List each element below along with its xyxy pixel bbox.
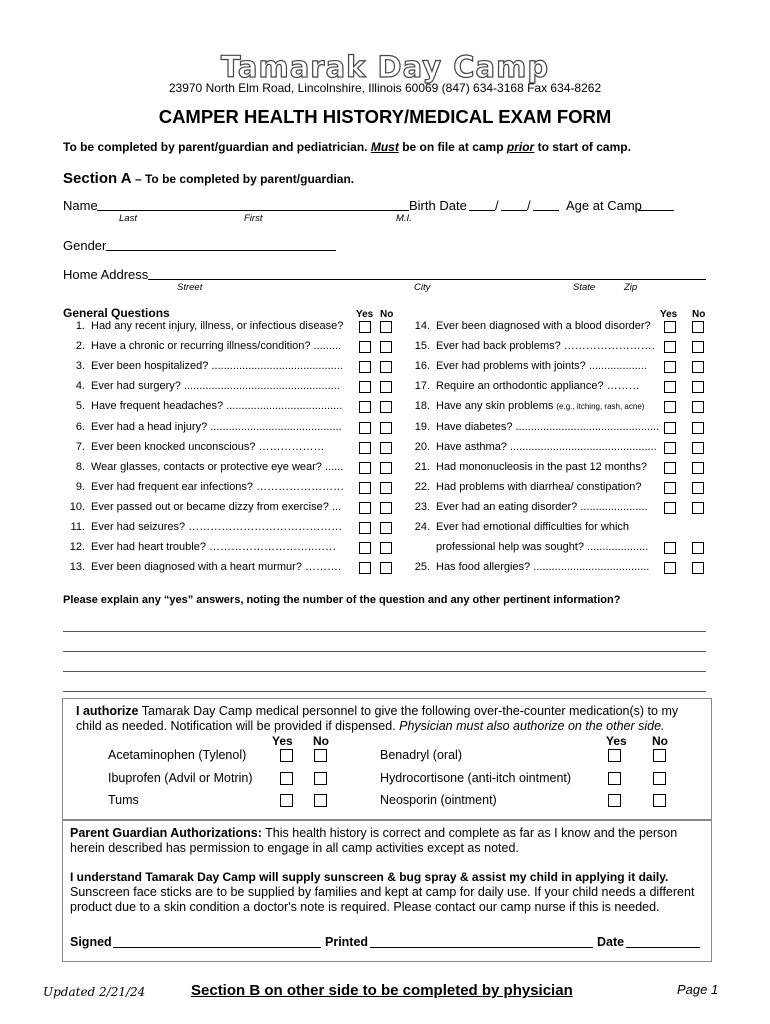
question-number: 13. — [69, 561, 85, 574]
signed-label: Signed — [70, 935, 112, 949]
sunscreen-line1: Sunscreen face sticks are to be supplied by families and kept at camp for daily use. If your child needs a different — [70, 885, 695, 899]
question-text: Ever passed out or became dizzy from exercise? ... — [91, 500, 342, 513]
question-number: 1. — [75, 320, 85, 332]
no-checkbox[interactable] — [692, 361, 704, 373]
no-checkbox[interactable] — [653, 749, 666, 762]
date-label: Date — [597, 935, 625, 949]
state-caption: State — [573, 282, 596, 293]
street-caption: Street — [177, 282, 203, 293]
question-number: 25. — [414, 561, 430, 574]
question-number: 6. — [75, 420, 85, 433]
no-checkbox[interactable] — [380, 422, 392, 434]
no-checkbox[interactable] — [314, 772, 327, 785]
question-item — [63, 360, 343, 372]
question-number: 18. — [414, 400, 430, 413]
question-number: 19. — [414, 420, 430, 433]
question-item — [63, 561, 341, 573]
question-text: Ever had surgery? ................................................... — [91, 380, 340, 393]
name-label: Name — [63, 198, 98, 213]
question-number: 7. — [75, 440, 85, 453]
yes-checkbox[interactable] — [608, 749, 621, 762]
question-item — [408, 481, 641, 493]
home-address-field[interactable] — [148, 266, 706, 280]
yes-checkbox[interactable] — [664, 442, 676, 454]
question-item — [63, 421, 342, 433]
yes-checkbox[interactable] — [280, 794, 293, 807]
question-item — [408, 541, 648, 553]
question-item — [63, 400, 342, 412]
yes-checkbox[interactable] — [664, 542, 676, 554]
question-text: Ever been diagnosed with a heart murmur? ………. — [91, 561, 342, 574]
birth-day-field[interactable] — [501, 197, 527, 211]
question-text: Have a chronic or recurring illness/condition? ......... — [91, 340, 342, 353]
no-checkbox[interactable] — [653, 772, 666, 785]
question-item — [63, 521, 342, 533]
yes-checkbox[interactable] — [608, 772, 621, 785]
medication-label: Benadryl (oral) — [380, 748, 462, 762]
left-yes-header: Yes — [356, 309, 374, 320]
no-checkbox[interactable] — [314, 794, 327, 807]
no-checkbox[interactable] — [380, 341, 392, 353]
home-address-label: Home Address — [63, 267, 149, 282]
yes-checkbox[interactable] — [280, 749, 293, 762]
question-item — [63, 481, 344, 493]
gender-field[interactable] — [106, 237, 336, 251]
explain-line[interactable] — [63, 691, 706, 692]
sunscreen-statement: I understand Tamarak Day Camp will supply sunscreen & bug spray & assist my child in applying it daily. — [70, 870, 669, 884]
question-text: Ever had frequent ear infections? …………………… — [91, 480, 345, 493]
question-text: Ever had emotional difficulties for which — [436, 521, 630, 533]
section-a-heading: Section A – To be completed by parent/guardian. — [63, 170, 355, 187]
name-first-caption: First — [244, 213, 263, 224]
question-text: Had problems with diarrhea/ constipation? — [436, 480, 642, 493]
question-text: professional help was sought? .................... — [436, 541, 649, 554]
yes-checkbox[interactable] — [359, 462, 371, 474]
no-checkbox[interactable] — [380, 442, 392, 454]
yes-checkbox[interactable] — [359, 401, 371, 413]
no-checkbox[interactable] — [692, 462, 704, 474]
age-field[interactable] — [638, 197, 674, 211]
question-item — [408, 441, 657, 453]
yes-checkbox[interactable] — [280, 772, 293, 785]
question-example: (e.g., itching, rash, acne) — [556, 402, 645, 412]
yes-checkbox[interactable] — [359, 442, 371, 454]
yes-checkbox[interactable] — [664, 462, 676, 474]
question-number: 16. — [414, 360, 430, 373]
question-number: 10. — [69, 500, 85, 513]
question-item — [63, 380, 340, 392]
no-checkbox[interactable] — [692, 341, 704, 353]
question-text: Had any recent injury, illness, or infectious disease? — [91, 320, 344, 332]
no-checkbox[interactable] — [653, 794, 666, 807]
no-checkbox[interactable] — [692, 321, 704, 333]
zip-caption: Zip — [624, 282, 638, 293]
question-item — [408, 380, 640, 392]
med-right-no-header: No — [652, 734, 668, 748]
question-text: Ever been knocked unconscious? ……………… — [91, 440, 325, 453]
question-item — [63, 320, 343, 332]
no-checkbox[interactable] — [692, 381, 704, 393]
no-checkbox[interactable] — [692, 542, 704, 554]
no-checkbox[interactable] — [380, 462, 392, 474]
yes-checkbox[interactable] — [664, 341, 676, 353]
intro-instructions: To be completed by parent/guardian and pediatrician. Must be on file at camp prior to start of camp. — [63, 140, 631, 154]
left-no-header: No — [380, 309, 394, 320]
yes-checkbox[interactable] — [359, 482, 371, 494]
no-checkbox[interactable] — [380, 542, 392, 554]
no-checkbox[interactable] — [380, 502, 392, 514]
birth-year-field[interactable] — [533, 197, 559, 211]
question-text: Ever had back problems? ……………………. — [436, 340, 655, 353]
yes-checkbox[interactable] — [664, 502, 676, 514]
question-item — [408, 340, 655, 352]
age-label: Age at Camp — [566, 198, 642, 213]
parent-auth-line2: herein described has permission to engage in all camp activities except as noted. — [70, 841, 519, 855]
question-item — [408, 501, 648, 513]
no-checkbox[interactable] — [692, 442, 704, 454]
question-text: Ever had heart trouble? ………………………..…… — [91, 541, 337, 554]
question-number: 8. — [75, 460, 85, 473]
yes-checkbox[interactable] — [359, 562, 371, 574]
question-item — [63, 461, 343, 473]
sunscreen-line2: product due to a skin condition a doctor's note is required. Please contact our camp nurse if this is needed. — [70, 900, 660, 914]
no-checkbox[interactable] — [380, 381, 392, 393]
question-text: Have asthma? ................................................ — [436, 440, 657, 453]
page-number: Page 1 — [677, 982, 719, 997]
question-number: 20. — [414, 440, 430, 453]
question-text: Ever had problems with joints? ................... — [436, 360, 647, 373]
name-last-caption: Last — [119, 213, 137, 224]
question-item — [408, 461, 647, 473]
updated-date: Updated 2/21/24 — [43, 985, 146, 999]
name-mi-caption: M.I. — [396, 213, 412, 224]
question-number: 4. — [75, 380, 85, 393]
question-text: Have any skin problems — [436, 400, 554, 413]
question-number: 14. — [414, 320, 430, 332]
no-checkbox[interactable] — [692, 562, 704, 574]
yes-checkbox[interactable] — [359, 381, 371, 393]
question-item — [408, 320, 651, 332]
question-number: 9. — [75, 480, 85, 493]
question-number: 21. — [414, 460, 430, 473]
camp-address: 23970 North Elm Road, Lincolnshire, Illinois 60069 (847) 634-3168 Fax 634-8262 — [168, 81, 602, 95]
date-field[interactable] — [626, 935, 700, 948]
question-number: 17. — [414, 380, 430, 393]
question-item — [408, 400, 644, 412]
explain-prompt: Please explain any “yes” answers, noting the number of the question and any other pertinent information? — [63, 594, 621, 606]
question-item — [408, 360, 647, 372]
question-text: Have diabetes? ............................................... — [436, 420, 660, 433]
med-right-yes-header: Yes — [606, 734, 627, 748]
yes-checkbox[interactable] — [664, 482, 676, 494]
explain-line[interactable] — [63, 671, 706, 672]
no-checkbox[interactable] — [380, 522, 392, 534]
medication-label: Tums — [108, 793, 139, 807]
page-title: CAMPER HEALTH HISTORY/MEDICAL EXAM FORM — [158, 106, 612, 127]
birth-month-field[interactable] — [469, 197, 495, 211]
no-checkbox[interactable] — [380, 361, 392, 373]
camp-logo: Tamarak Day Camp — [220, 50, 550, 84]
authorize-line1: I authorize Tamarak Day Camp medical personnel to give the following over-the-counter medication(s) to my — [76, 704, 679, 718]
no-checkbox[interactable] — [380, 562, 392, 574]
yes-checkbox[interactable] — [359, 502, 371, 514]
signature-field[interactable] — [113, 935, 321, 948]
explain-line[interactable] — [63, 651, 706, 652]
question-item — [408, 521, 629, 533]
no-checkbox[interactable] — [692, 401, 704, 413]
question-item — [408, 561, 649, 573]
question-number: 23. — [414, 500, 430, 513]
question-item — [63, 441, 325, 453]
question-number: 12. — [69, 541, 85, 554]
no-checkbox[interactable] — [692, 482, 704, 494]
medication-label: Hydrocortisone (anti-itch ointment) — [380, 770, 572, 785]
yes-checkbox[interactable] — [664, 562, 676, 574]
explain-line[interactable] — [63, 631, 706, 632]
question-item — [63, 541, 336, 553]
no-checkbox[interactable] — [314, 749, 327, 762]
question-text: Ever been diagnosed with a blood disorder? — [436, 320, 651, 332]
question-item — [63, 340, 341, 352]
question-item — [63, 501, 341, 513]
no-checkbox[interactable] — [692, 502, 704, 514]
right-no-header: No — [692, 309, 706, 320]
section-b-note: Section B on other side to be completed by physician — [191, 982, 573, 999]
no-checkbox[interactable] — [380, 482, 392, 494]
right-yes-header: Yes — [660, 309, 678, 320]
question-text: Have frequent headaches? ...................................... — [91, 400, 343, 413]
yes-checkbox[interactable] — [359, 361, 371, 373]
question-number: 5. — [75, 400, 85, 413]
question-number: 24. — [414, 521, 430, 533]
question-number: 11. — [70, 521, 85, 533]
yes-checkbox[interactable] — [664, 401, 676, 413]
question-text: Ever had an eating disorder? ...................... — [436, 500, 648, 513]
question-text: Wear glasses, contacts or protective eye wear? ...... — [91, 460, 344, 473]
question-text: Has food allergies? ...................................... — [436, 561, 650, 574]
general-questions-heading: General Questions — [63, 306, 170, 320]
authorize-line2: child as needed. Notification will be provided if dispensed. Physician must also authorize on the other side. — [76, 719, 665, 733]
med-left-no-header: No — [313, 734, 329, 748]
no-checkbox[interactable] — [692, 422, 704, 434]
no-checkbox[interactable] — [380, 401, 392, 413]
yes-checkbox[interactable] — [359, 542, 371, 554]
question-item — [408, 421, 659, 433]
yes-checkbox[interactable] — [664, 321, 676, 333]
yes-checkbox[interactable] — [359, 321, 371, 333]
question-text: Had mononucleosis in the past 12 months? — [436, 460, 647, 473]
no-checkbox[interactable] — [380, 321, 392, 333]
gender-label: Gender — [63, 238, 107, 253]
printed-name-field[interactable] — [370, 935, 593, 948]
yes-checkbox[interactable] — [664, 361, 676, 373]
question-number: 22. — [414, 480, 430, 493]
name-field[interactable] — [97, 197, 409, 211]
parent-auth-line1: Parent Guardian Authorizations: This health history is correct and complete as far as I know and the person — [70, 826, 678, 840]
question-text: Ever been hospitalized? ........................................... — [91, 360, 343, 373]
question-number: 15. — [414, 340, 430, 353]
question-text: Ever had a head injury? ........................................... — [91, 420, 342, 433]
city-caption: City — [414, 282, 431, 293]
yes-checkbox[interactable] — [608, 794, 621, 807]
birth-date-label: Birth Date — [409, 198, 467, 213]
medication-label: Ibuprofen (Advil or Motrin) — [108, 770, 253, 785]
question-text: Ever had seizures? …………………………………… — [91, 521, 343, 533]
yes-checkbox[interactable] — [664, 381, 676, 393]
medication-label: Neosporin (ointment) — [380, 793, 497, 807]
yes-checkbox[interactable] — [664, 422, 676, 434]
question-text: Require an orthodontic appliance? ……… — [436, 380, 640, 393]
yes-checkbox[interactable] — [359, 341, 371, 353]
question-number: 2. — [75, 340, 85, 353]
printed-label: Printed — [325, 935, 369, 949]
medication-label: Acetaminophen (Tylenol) — [108, 748, 247, 762]
yes-checkbox[interactable] — [359, 522, 371, 534]
yes-checkbox[interactable] — [359, 422, 371, 434]
question-number: 3. — [75, 360, 85, 373]
med-left-yes-header: Yes — [272, 734, 293, 748]
